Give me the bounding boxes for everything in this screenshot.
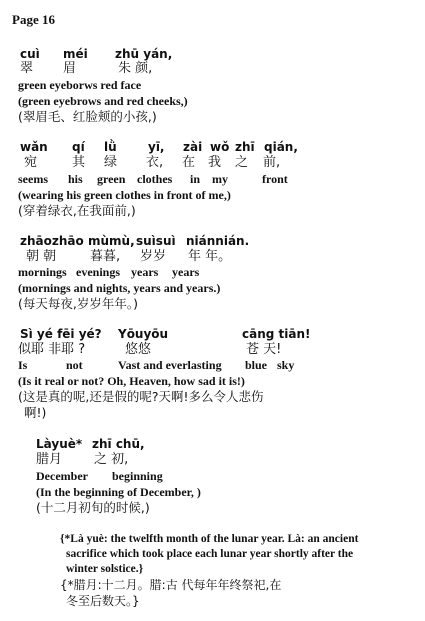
pinyin-word: mùmù, (88, 234, 135, 248)
page-number: Page 16 (12, 12, 55, 27)
chinese-translation: (穿着绿衣,在我面前,) (18, 203, 136, 218)
pinyin-word: zhī chū, (92, 437, 145, 451)
english-gloss: beginning (112, 469, 163, 483)
pinyin-word: wǎn (20, 140, 48, 154)
pinyin-word: qí (72, 140, 85, 154)
english-gloss: years (172, 265, 200, 279)
footnote-line: sacrifice which took place each lunar year shortly after the (66, 548, 354, 560)
english-translation: (wearing his green clothes in front of me,) (18, 188, 231, 202)
english-gloss: Is (18, 358, 28, 372)
pinyin-word: suìsuì (136, 234, 176, 248)
pinyin-word: cuì (20, 47, 40, 61)
chinese-word: 朱 颜, (118, 61, 153, 76)
pinyin-word: cāng tiān! (242, 327, 311, 341)
chinese-word: 眉 (63, 61, 77, 76)
english-gloss: in (190, 172, 201, 186)
footnote-line: {*Là yuè: the twelfth month of the lunar year. Là: an ancient (60, 533, 359, 545)
english-translation: (green eyebrows and red cheeks,) (18, 94, 188, 108)
chinese-translation: (十二月初旬的时候,) (36, 500, 150, 515)
english-gloss: years (131, 265, 159, 279)
pinyin-word: zhāozhāo (20, 234, 84, 248)
chinese-word: 岁岁 (140, 249, 167, 264)
chinese-word: 其 (72, 155, 86, 170)
footnote-chinese-line: {*腊月:十二月。腊:古 代每年年终祭祀,在 (60, 578, 282, 592)
pinyin-word: yī, (148, 140, 165, 154)
english-translation: (Is it real or not? Oh, Heaven, how sad it is!) (18, 374, 245, 388)
pinyin-word: Sì yé fēi yé? (20, 327, 102, 341)
chinese-word: 前, (263, 155, 281, 170)
pinyin-word: wǒ (210, 140, 230, 154)
chinese-word: 之 初, (94, 452, 129, 467)
english-gloss: not (66, 358, 83, 372)
chinese-word: 年 年。 (188, 249, 232, 264)
chinese-translation: (这是真的呢,还是假的呢?天啊!多么令人悲伤 (18, 389, 264, 404)
pinyin-word: Yōuyōu (118, 327, 169, 341)
chinese-word: 在 (182, 155, 196, 170)
chinese-translation: (每天每夜,岁岁年年。) (18, 296, 138, 311)
english-gloss: my (212, 172, 228, 186)
pinyin-word: niánnián. (186, 234, 250, 248)
english-gloss: front (262, 172, 288, 186)
pinyin-word: zài (183, 140, 203, 154)
chinese-word: 宛 (24, 155, 38, 170)
english-gloss: Vast and everlasting (118, 358, 222, 372)
chinese-word: 绿 (104, 155, 118, 170)
english-gloss: his (68, 172, 83, 186)
chinese-word: 之 (235, 155, 249, 170)
pinyin-word: qián, (264, 140, 298, 154)
pinyin-word: Làyuè* (36, 437, 83, 451)
english-gloss: green (97, 172, 126, 186)
pinyin-word: zhū yán, (115, 47, 173, 61)
english-translation: (mornings and nights, years and years.) (18, 281, 221, 295)
english-gloss: seems (18, 172, 48, 186)
chinese-word: 腊月 (36, 452, 63, 467)
pinyin-word: zhī (235, 140, 255, 154)
chinese-translation-continued: 啊!) (24, 405, 47, 420)
chinese-word: 我 (208, 155, 222, 170)
english-translation: (In the beginning of December, ) (36, 485, 201, 499)
footnote-line: winter solstice.} (66, 563, 144, 575)
chinese-word: 朝 朝 (26, 249, 57, 264)
english-gloss: evenings (76, 265, 121, 279)
chinese-word: 苍 天! (246, 342, 282, 357)
english-gloss: blue (245, 358, 268, 372)
pinyin-word: méi (63, 47, 88, 61)
chinese-word: 衣, (146, 155, 164, 170)
english-gloss: mornings (18, 265, 67, 279)
english-gloss: green eyeborws red face (18, 78, 142, 92)
pinyin-word: lǜ (104, 140, 117, 154)
chinese-word: 似耶 非耶 ? (18, 342, 86, 357)
english-gloss: sky (277, 358, 295, 372)
chinese-translation: (翠眉毛、红脸颊的小孩,) (18, 109, 157, 124)
chinese-word: 悠悠 (125, 342, 152, 357)
english-gloss: clothes (137, 172, 173, 186)
chinese-word: 翠 (20, 61, 34, 76)
chinese-word: 暮暮, (90, 249, 121, 264)
footnote-chinese-line: 冬至后数天。} (66, 594, 140, 608)
english-gloss: December (36, 469, 88, 483)
